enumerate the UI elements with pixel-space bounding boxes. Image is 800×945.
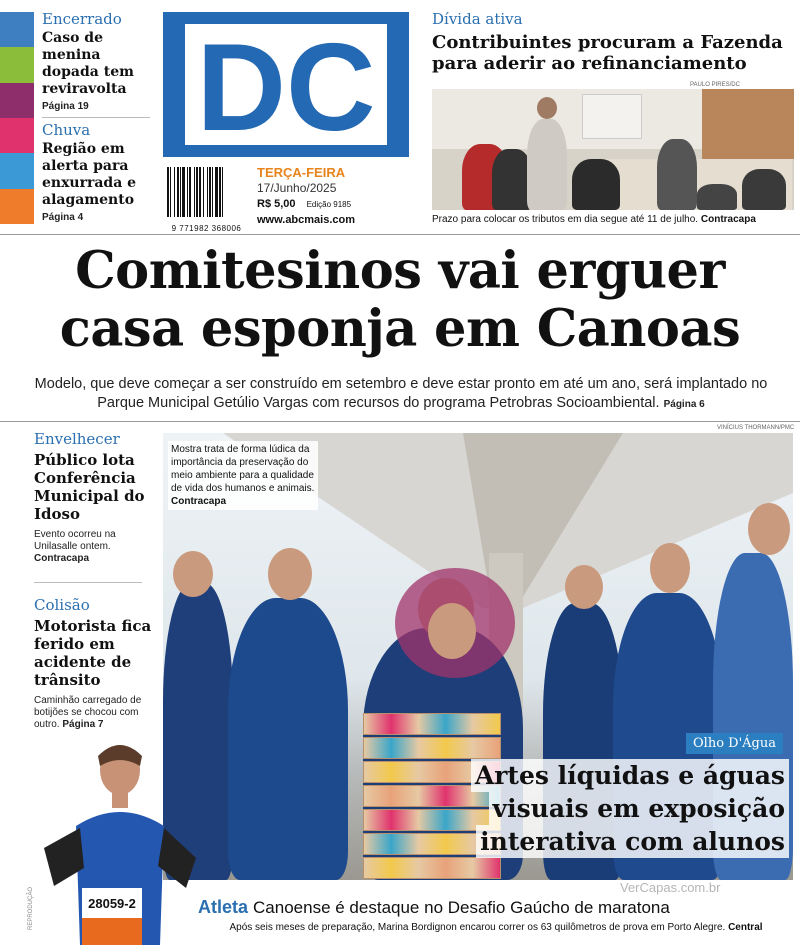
logo-text: DC bbox=[196, 19, 376, 157]
photo-inset-text bbox=[168, 441, 318, 510]
barcode-bar bbox=[209, 167, 211, 217]
inset-ref: Contracapa bbox=[171, 496, 227, 507]
main-headline[interactable] bbox=[0, 242, 800, 358]
teaser-title: Motorista fica ferido em acidente de trânsito bbox=[34, 617, 152, 689]
photo-title-line: interativa com alunos bbox=[476, 825, 789, 858]
color-stripe bbox=[0, 118, 34, 153]
barcode-bar bbox=[187, 167, 188, 217]
barcode-bar bbox=[219, 167, 221, 217]
teaser-colisao[interactable] bbox=[34, 596, 152, 731]
story-kicker: Dívida ativa bbox=[432, 10, 523, 28]
repro-credit: REPRODUÇÃO bbox=[28, 886, 34, 930]
edition-date: 17/Junho/2025 bbox=[257, 181, 337, 195]
edition-day: TERÇA-FEIRA bbox=[257, 165, 346, 180]
color-stripe bbox=[0, 47, 34, 82]
barcode-bar bbox=[194, 167, 195, 217]
section-color-stripes bbox=[0, 12, 34, 224]
teaser-title: Caso de menina dopada tem reviravolta bbox=[42, 30, 134, 97]
runner-figure bbox=[36, 738, 198, 945]
barcode-bar bbox=[167, 167, 169, 217]
headline-line-1: Comitesinos vai erguer bbox=[75, 241, 725, 301]
teaser-title: Região em alerta para enxurrada e alagamento bbox=[42, 141, 137, 208]
teaser-title: Público lota Conferência Municipal do Idoso bbox=[34, 451, 145, 523]
barcode bbox=[165, 167, 248, 233]
teaser-chuva[interactable] bbox=[42, 121, 154, 224]
barcode-bar bbox=[207, 167, 208, 217]
barcode-bar bbox=[189, 167, 191, 217]
teaser-kicker: Colisão bbox=[34, 596, 90, 614]
logo[interactable] bbox=[163, 12, 409, 157]
teaser-page: Página 4 bbox=[42, 212, 84, 223]
story-title: Contribuintes procuram a Fazenda para aderir ao refinanciamento bbox=[432, 32, 783, 74]
barcode-bar bbox=[196, 167, 198, 217]
color-stripe bbox=[0, 83, 34, 118]
barcode-bar bbox=[180, 167, 181, 217]
photo-credit: VINÍCIUS THORMANN/PMC bbox=[717, 425, 795, 431]
barcode-bar bbox=[177, 167, 179, 217]
story-title: Canoense é destaque no Desafio Gaúcho de maratona bbox=[253, 898, 670, 917]
teaser-kicker: Envelhecer bbox=[34, 430, 120, 448]
teaser-ref: Página 7 bbox=[62, 719, 104, 730]
story-ref: Central bbox=[728, 922, 763, 933]
teaser-ref: Contracapa bbox=[34, 553, 90, 564]
teaser-text: Evento ocorreu na Unilasalle ontem. bbox=[34, 529, 116, 552]
color-stripe bbox=[0, 12, 34, 47]
barcode-bar bbox=[174, 167, 175, 217]
edition-number: Edição 9185 bbox=[306, 200, 352, 209]
watermark: VerCapas.com.br bbox=[620, 880, 721, 895]
photo-title[interactable] bbox=[471, 759, 789, 858]
story-kicker: Atleta bbox=[198, 897, 249, 917]
fazenda-office-photo bbox=[432, 89, 794, 210]
barcode-icon bbox=[165, 167, 248, 219]
barcode-bar bbox=[215, 167, 218, 217]
caption-text: Prazo para colocar os tributos em dia segue até 11 de julho. bbox=[432, 214, 699, 225]
teaser-kicker: Encerrado bbox=[42, 10, 122, 28]
story-atleta[interactable] bbox=[198, 897, 794, 933]
photo-title-line: Artes líquidas e águas bbox=[471, 759, 789, 792]
barcode-bar bbox=[222, 167, 223, 217]
deck-text: Modelo, que deve começar a ser construído em setembro e deve estar pronto em até um ano, será implantado no Parque Municipal Getúlio Vargas com recursos do programa Petrobras Socioambiental. bbox=[34, 376, 768, 411]
deck-ref: Página 6 bbox=[663, 399, 705, 410]
teaser-kicker: Chuva bbox=[42, 121, 91, 139]
wooden-block bbox=[363, 857, 501, 879]
photo-title-line: visuais em exposição bbox=[489, 792, 789, 825]
headline-deck bbox=[26, 375, 776, 414]
barcode-bar bbox=[170, 167, 171, 217]
barcode-bar bbox=[182, 167, 185, 217]
barcode-number: 9 771982 368006 bbox=[171, 224, 242, 233]
students-exhibition-photo bbox=[163, 433, 793, 880]
race-bib: 28059-2 bbox=[88, 896, 136, 911]
barcode-bar bbox=[212, 167, 213, 217]
teaser-envelhecer[interactable] bbox=[34, 430, 152, 565]
olho-dagua-tag: Olho D'Água bbox=[686, 733, 783, 754]
wooden-block bbox=[363, 737, 501, 759]
photo-caption bbox=[432, 214, 794, 225]
barcode-bar bbox=[199, 167, 201, 217]
caption-ref: Contracapa bbox=[700, 214, 756, 225]
story-text: Após seis meses de preparação, Marina Bordignon encarou correr os 63 quilômetros de prova em Porto Alegre. bbox=[229, 922, 726, 933]
teaser-page: Página 19 bbox=[42, 101, 89, 112]
barcode-bar bbox=[203, 167, 204, 217]
teaser-encerrado[interactable] bbox=[42, 10, 154, 113]
logo-dc-mark bbox=[163, 12, 409, 157]
color-stripe bbox=[0, 153, 34, 188]
story-divida-ativa[interactable] bbox=[432, 10, 794, 74]
teaser-text: Caminhão carregado de botijões se chocou com outro. bbox=[34, 695, 142, 730]
edition-site[interactable]: www.abcmais.com bbox=[257, 214, 356, 226]
photo-credit: PAULO PIRES/DC bbox=[690, 82, 740, 88]
edition-price: R$ 5,00 bbox=[257, 198, 296, 210]
inset-text: Mostra trata de forma lúdica da importância da preservação do meio ambiente para a qualidade de vida dos humanos e animais. bbox=[171, 444, 315, 494]
color-stripe bbox=[0, 189, 34, 224]
runner-photo bbox=[36, 738, 198, 945]
wooden-block bbox=[363, 713, 501, 735]
headline-line-2: casa esponja em Canoas bbox=[59, 299, 741, 359]
